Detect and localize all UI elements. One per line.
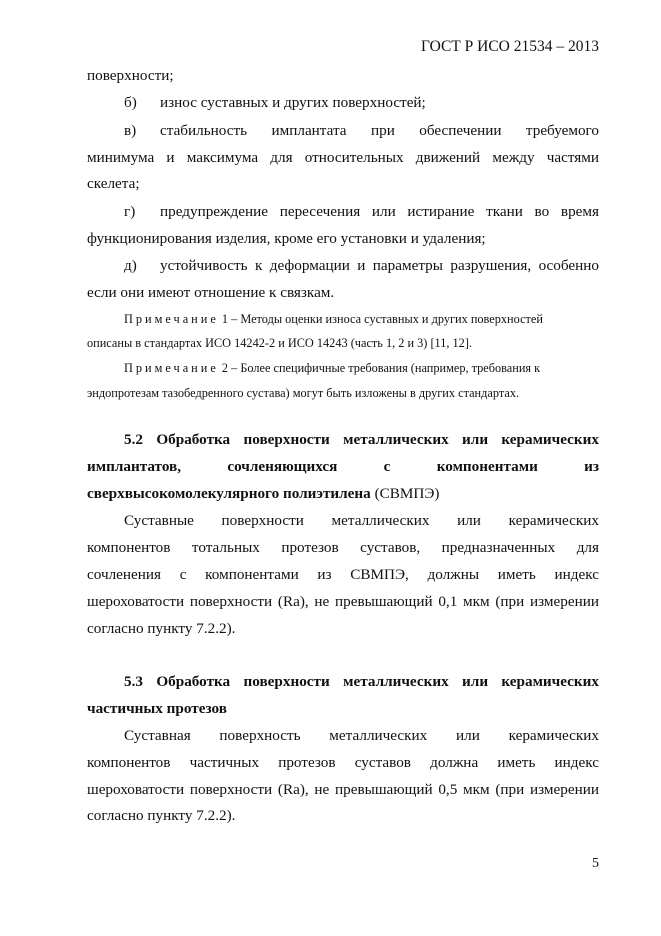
- section-5-2-title-line-3: [87, 484, 599, 504]
- section-5-3-para-line-2: компонентов частичных протезов суставов должна иметь индекс: [87, 754, 599, 771]
- list-item-d-line-2: если они имеют отношение к связкам.: [87, 284, 335, 301]
- section-5-2-title-abbr: (СВМПЭ): [370, 485, 440, 502]
- note-1-line-2: описаны в стандартах ИСО 14242-2 и ИСО 14243 (часть 1, 2 и 3) [11, 12].: [87, 336, 472, 350]
- section-5-2-para-line-5: согласно пункту 7.2.2).: [87, 620, 236, 637]
- section-5-2-para-line-4: шероховатости поверхности (Ra), не превышающий 0,1 мкм (при измерении: [87, 593, 599, 610]
- section-5-2-para-line-2: компонентов тотальных протезов суставов, предназначенных для: [87, 539, 599, 556]
- section-5-2-title-bold: сверхвысокомолекулярного полиэтилена: [87, 485, 371, 502]
- list-item-d-line-1: устойчивость к деформации и параметры разрушения, особенно: [160, 257, 599, 274]
- section-5-2-para-line-1: Суставные поверхности металлических или керамических: [124, 512, 599, 529]
- list-item-v-label: в): [124, 122, 137, 139]
- section-5-3-para-line-1: Суставная поверхность металлических или керамических: [124, 727, 599, 744]
- page-number: 5: [592, 856, 599, 871]
- note-1-text: 1 – Методы оценки износа суставных и других поверхностей: [218, 312, 543, 326]
- note-2-line-2: эндопротезам тазобедренного сустава) могут быть изложены в других стандартах.: [87, 386, 520, 400]
- document-code-header: ГОСТ Р ИСО 21534 – 2013: [421, 38, 599, 55]
- list-item-d-label: д): [124, 257, 137, 274]
- list-item-b-label: б): [124, 94, 137, 111]
- section-5-3-para-line-3: шероховатости поверхности (Ra), не превышающий 0,5 мкм (при измерении: [87, 781, 599, 798]
- note-1-line-1: [124, 309, 599, 329]
- list-continuation: поверхности;: [87, 67, 174, 84]
- section-5-3-title-line-1: 5.3 Обработка поверхности металлических или керамических: [124, 673, 599, 690]
- section-5-3-para-line-4: согласно пункту 7.2.2).: [87, 807, 236, 824]
- list-item-v-line-1: стабильность имплантата при обеспечении требуемого: [160, 122, 599, 139]
- note-2-text: 2 – Более специфичные требования (например, требования к: [218, 361, 541, 375]
- section-5-2-title-line-1: 5.2 Обработка поверхности металлических или керамических: [124, 431, 599, 448]
- section-5-2-title-line-2: имплантатов, сочленяющихся с компонентами из: [87, 458, 599, 475]
- list-item-g-line-1: предупреждение пересечения или истирание ткани во время: [160, 203, 599, 220]
- list-item-g-label: г): [124, 203, 136, 220]
- list-item-v-line-3: скелета;: [87, 175, 140, 192]
- list-item-v-line-2: минимума и максимума для относительных движений между частями: [87, 149, 599, 166]
- section-5-2-para-line-3: сочленения с компонентами из СВМПЭ, должны иметь индекс: [87, 566, 599, 583]
- note-1-label: Примечание: [124, 312, 219, 326]
- list-item-b-text: износ суставных и других поверхностей;: [160, 94, 426, 111]
- note-2-label: Примечание: [124, 361, 219, 375]
- section-5-3-title-line-2: частичных протезов: [87, 700, 227, 717]
- note-2-line-1: [124, 358, 599, 378]
- list-item-g-line-2: функционирования изделия, кроме его установки и удаления;: [87, 230, 486, 247]
